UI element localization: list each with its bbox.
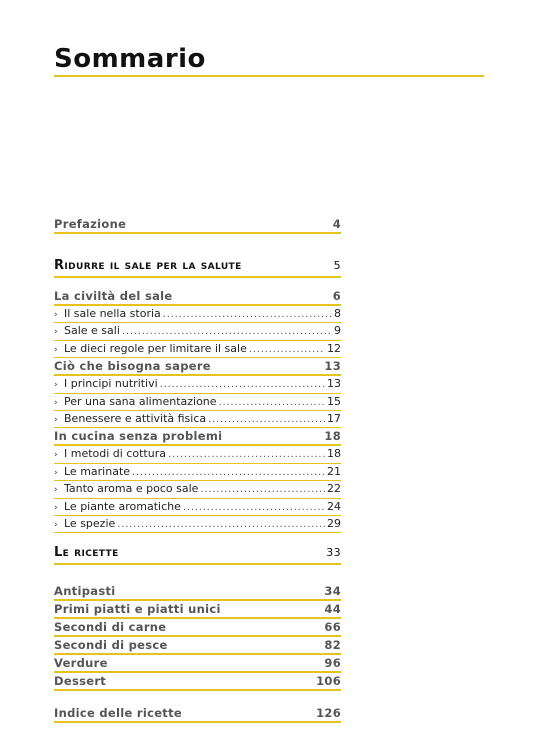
chevron-right-icon: › — [54, 485, 58, 496]
toc-page-number: 106 — [316, 674, 341, 689]
toc-entry[interactable] — [54, 323, 341, 340]
dot-leader — [163, 307, 332, 323]
toc-page-number: 18 — [327, 447, 341, 461]
toc-heading-label: Secondi di pesce — [54, 638, 168, 653]
toc-page-number: 9 — [334, 324, 341, 338]
toc-page-number: 96 — [324, 656, 341, 671]
toc-entry[interactable] — [54, 499, 341, 516]
toc-heading-label: Prefazione — [54, 217, 127, 231]
toc-section-label: Ridurre il sale per la salute — [54, 258, 242, 273]
toc-entry-label: Per una sana alimentazione — [64, 394, 217, 408]
toc-entry-label: Le dieci regole per limitare il sale — [64, 341, 247, 355]
toc-heading-label: Ciò che bisogna sapere — [54, 359, 211, 374]
toc-page-number: 44 — [324, 602, 341, 617]
toc-entry-label: Le piante aromatiche — [64, 499, 181, 513]
toc-page-number: 6 — [332, 289, 341, 303]
chevron-right-icon: › — [54, 467, 58, 478]
toc-preface[interactable] — [54, 216, 341, 234]
toc-group-in-cucina[interactable] — [54, 428, 341, 446]
toc-entry[interactable] — [54, 481, 341, 498]
dot-leader — [208, 412, 325, 428]
toc-entry-label: Benessere e attività fisica — [64, 411, 207, 425]
dot-leader — [183, 500, 325, 516]
toc-section-label: Le ricette — [54, 545, 119, 561]
toc-page-number: 18 — [324, 429, 341, 444]
dot-leader — [200, 482, 325, 498]
toc-heading-label: Antipasti — [54, 584, 116, 599]
toc-page-number: 24 — [327, 499, 341, 513]
chevron-right-icon: › — [54, 450, 58, 461]
dot-leader — [132, 465, 325, 481]
toc-page-number: 21 — [327, 464, 341, 478]
toc-page-number: 29 — [327, 516, 341, 530]
toc-entry[interactable] — [54, 341, 341, 358]
toc-entry[interactable] — [54, 446, 341, 463]
chevron-right-icon: › — [54, 397, 58, 408]
toc-entry[interactable] — [54, 411, 341, 428]
chevron-right-icon: › — [54, 519, 58, 530]
toc-page-number: 13 — [327, 377, 341, 391]
table-of-contents — [54, 216, 341, 723]
toc-index[interactable] — [54, 705, 341, 723]
toc-page-number: 4 — [332, 217, 341, 231]
toc-entry-label: Il sale nella storia — [64, 307, 161, 320]
page-title: Sommario — [54, 44, 206, 74]
dot-leader — [117, 517, 325, 533]
toc-recipe-secondi-pesce[interactable] — [54, 637, 341, 655]
toc-entry-label: I metodi di cottura — [64, 447, 166, 461]
toc-entry[interactable] — [54, 464, 341, 481]
chevron-right-icon: › — [54, 380, 58, 391]
toc-heading-label: Indice delle ricette — [54, 706, 183, 721]
dot-leader — [122, 324, 332, 340]
title-rule — [54, 75, 484, 77]
chevron-right-icon: › — [54, 502, 58, 513]
toc-page-number: 5 — [333, 259, 341, 272]
chevron-right-icon: › — [54, 414, 58, 425]
toc-entry-label: Tanto aroma e poco sale — [64, 482, 199, 496]
toc-recipe-primi[interactable] — [54, 601, 341, 619]
toc-section-ridurre[interactable] — [54, 256, 341, 278]
toc-heading-label: Verdure — [54, 656, 108, 671]
toc-entry-label: I principi nutritivi — [64, 377, 158, 391]
toc-entry[interactable] — [54, 516, 341, 533]
chevron-right-icon: › — [54, 310, 58, 320]
toc-heading-label: In cucina senza problemi — [54, 429, 223, 444]
toc-page-number: 34 — [324, 584, 341, 599]
toc-heading-label: Primi piatti e piatti unici — [54, 602, 221, 617]
toc-entry[interactable] — [54, 306, 341, 323]
toc-entry[interactable] — [54, 376, 341, 393]
toc-heading-label: La civiltà del sale — [54, 289, 173, 303]
dot-leader — [160, 377, 325, 393]
chevron-right-icon: › — [54, 344, 58, 355]
toc-page-number: 126 — [316, 706, 341, 721]
toc-entry-label: Le marinate — [64, 464, 131, 478]
toc-page-number: 15 — [327, 394, 341, 408]
toc-page-number: 13 — [324, 359, 341, 374]
toc-page-number: 33 — [326, 546, 341, 560]
dot-leader — [168, 447, 325, 463]
toc-entry-label: Le spezie — [64, 516, 116, 530]
toc-recipe-secondi-carne[interactable] — [54, 619, 341, 637]
toc-section-ricette[interactable] — [54, 543, 341, 565]
toc-recipe-verdure[interactable] — [54, 655, 341, 673]
toc-heading-label: Secondi di carne — [54, 620, 167, 635]
toc-recipe-antipasti[interactable] — [54, 583, 341, 601]
toc-page-number: 66 — [324, 620, 341, 635]
toc-page-number: 12 — [327, 341, 341, 355]
toc-page-number: 17 — [327, 411, 341, 425]
toc-page-number: 82 — [324, 638, 341, 653]
toc-entry-label: Sale e sali — [64, 324, 120, 338]
toc-group-cio-che-bisogna-sapere[interactable] — [54, 358, 341, 376]
dot-leader — [249, 342, 325, 358]
chevron-right-icon: › — [54, 327, 58, 338]
toc-heading-label: Dessert — [54, 674, 107, 689]
toc-recipe-dessert[interactable] — [54, 673, 341, 691]
toc-page-number: 8 — [334, 307, 341, 320]
toc-entry[interactable] — [54, 394, 341, 411]
toc-page-number: 22 — [327, 482, 341, 496]
dot-leader — [219, 395, 325, 411]
toc-group-civilta[interactable] — [54, 288, 341, 306]
